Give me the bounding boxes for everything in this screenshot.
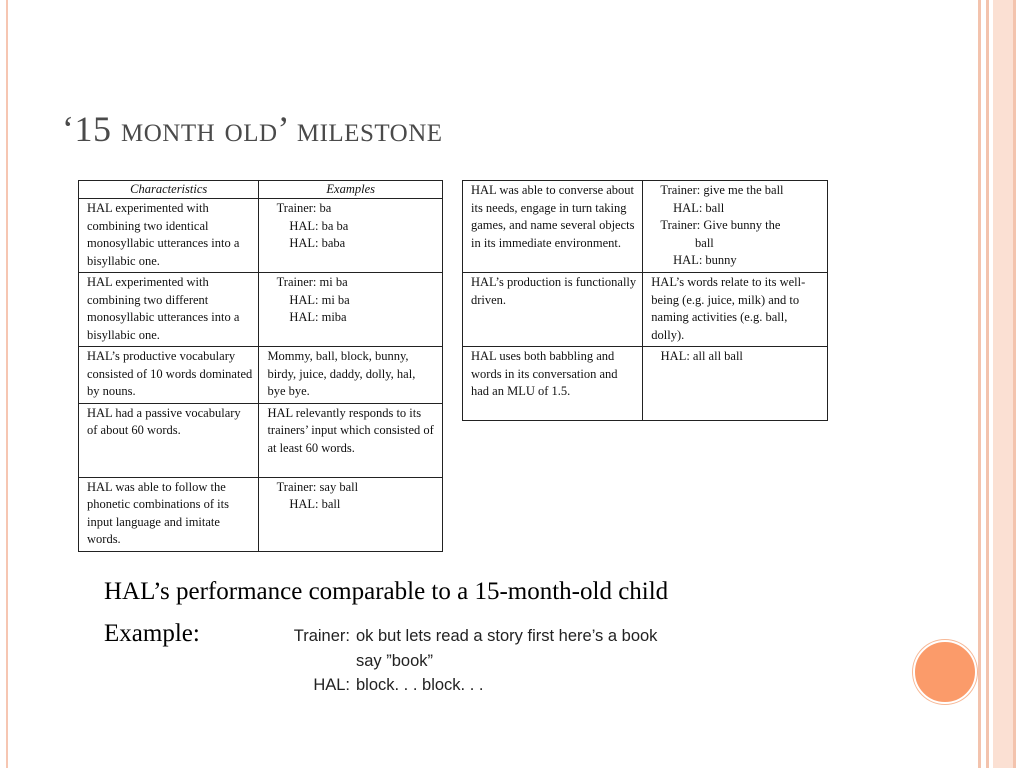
decorative-circle xyxy=(913,640,977,704)
characteristic-cell: HAL uses both babbling and words in its conversation and had an MLU of 1.5. xyxy=(463,347,643,421)
dialog-text: ok but lets read a story first here’s a book say ”book” xyxy=(356,627,658,670)
table-row xyxy=(79,273,443,347)
example-cell: HAL: all all ball xyxy=(651,349,743,363)
column-header-characteristics: Characteristics xyxy=(79,181,259,199)
example-cell: Trainer: mi ba HAL: mi ba HAL: miba xyxy=(276,275,350,324)
milestone-table-right xyxy=(462,180,828,421)
dialog-line xyxy=(284,624,666,673)
table-row xyxy=(463,181,828,273)
example-cell: Trainer: say ball HAL: ball xyxy=(276,479,359,511)
dialog-text: block. . . block. . . xyxy=(356,676,484,694)
characteristic-cell: HAL was able to converse about its needs, engage in turn taking games, and name several objects in its immediate environment. xyxy=(463,181,643,273)
table-row xyxy=(79,477,443,551)
column-header-examples: Examples xyxy=(259,181,443,199)
dialog-line xyxy=(284,673,666,698)
dialog-speaker: HAL: xyxy=(313,676,350,694)
example-cell: Trainer: give me the ball HAL: ball Trainer: Give bunny the ball HAL: bunny xyxy=(660,183,784,267)
example-cell: Trainer: ba HAL: ba ba HAL: baba xyxy=(276,201,349,250)
table-row xyxy=(463,273,828,347)
slide-title: ‘15 month old’ milestone xyxy=(62,109,443,149)
characteristic-cell: HAL was able to follow the phonetic combinations of its input language and imitate words. xyxy=(79,477,259,551)
characteristic-cell: HAL experimented with combining two identical monosyllabic utterances into a bisyllabic one. xyxy=(79,199,259,273)
example-dialog xyxy=(284,624,666,698)
table-row xyxy=(79,347,443,404)
example-cell: Mommy, ball, block, bunny, birdy, juice, daddy, dolly, hal, bye bye. xyxy=(259,347,443,404)
table-row xyxy=(79,199,443,273)
dialog-speaker: Trainer: xyxy=(293,627,350,645)
characteristic-cell: HAL had a passive vocabulary of about 60 words. xyxy=(79,403,259,477)
characteristic-cell: HAL’s productive vocabulary consisted of 10 words dominated by nouns. xyxy=(79,347,259,404)
slide-border-left xyxy=(6,0,8,768)
performance-caption: HAL’s performance comparable to a 15-month-old child xyxy=(104,578,669,605)
table-row xyxy=(79,403,443,477)
table-row xyxy=(463,347,828,421)
example-cell: HAL’s words relate to its well-being (e.g. juice, milk) and to naming activities (e.g. ball, dolly). xyxy=(643,273,828,347)
table-header-row xyxy=(79,181,443,199)
slide-border-right xyxy=(978,0,1024,768)
example-cell: HAL relevantly responds to its trainers’ input which consisted of at least 60 words. xyxy=(259,403,443,477)
characteristic-cell: HAL’s production is functionally driven. xyxy=(463,273,643,347)
milestone-table-left xyxy=(78,180,443,552)
example-label: Example: xyxy=(104,620,200,647)
characteristic-cell: HAL experimented with combining two different monosyllabic utterances into a bisyllabic one. xyxy=(79,273,259,347)
